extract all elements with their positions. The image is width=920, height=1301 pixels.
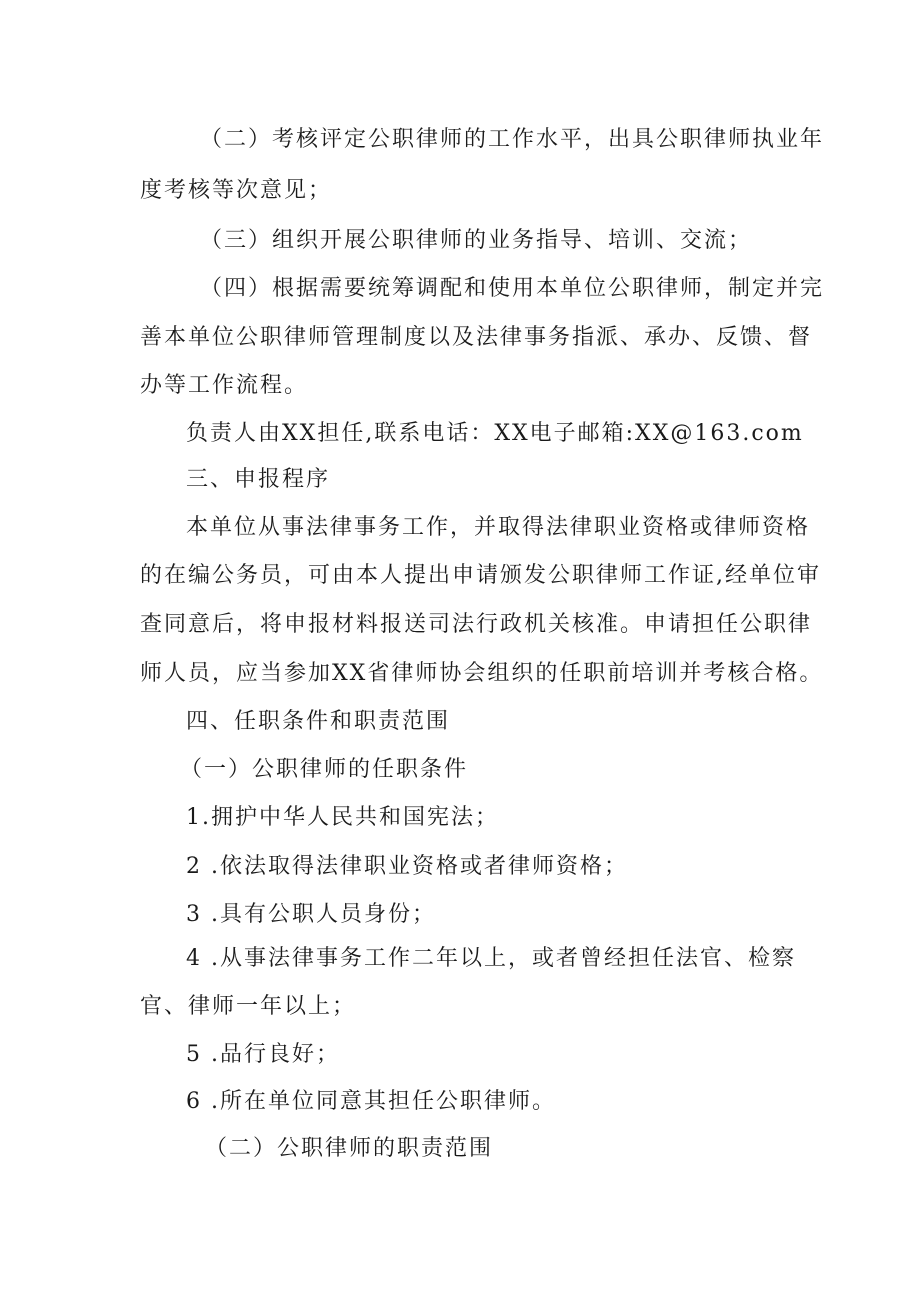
paragraph-line: （二）考核评定公职律师的工作水平，出具公职律师执业年 — [200, 127, 825, 152]
paragraph-line: （四）根据需要统筹调配和使用本单位公职律师，制定并完 — [200, 276, 825, 301]
section-heading: 四、任职条件和职责范围 — [186, 709, 451, 734]
paragraph-line: 办等工作流程。 — [140, 373, 309, 398]
list-item: 6 .所在单位同意其担任公职律师。 — [186, 1089, 556, 1114]
list-item: 4 .从事法律事务工作二年以上，或者曾经担任法官、检察 — [186, 946, 796, 971]
list-item: 3 .具有公职人员身份； — [186, 902, 436, 927]
paragraph-line: 本单位从事法律事务工作，并取得法律职业资格或律师资格 — [186, 515, 811, 540]
subsection-heading: （一）公职律师的任职条件 — [180, 757, 469, 782]
paragraph-line: 善本单位公职律师管理制度以及法律事务指派、承办、反馈、督 — [140, 325, 813, 350]
section-heading: 三、申报程序 — [186, 467, 331, 492]
paragraph-line: 负责人由XX担任,联系电话：XX电子邮箱:XX@163.com — [186, 421, 804, 446]
list-item-continuation: 官、律师一年以上； — [140, 994, 357, 1019]
list-item: 1.拥护中华人民共和国宪法； — [186, 805, 499, 830]
paragraph-line: 师人员，应当参加XX省律师协会组织的任职前培训并考核合格。 — [140, 661, 824, 686]
paragraph-line: 查同意后，将申报材料报送司法行政机关核准。申请担任公职律 — [140, 612, 813, 637]
paragraph-line: 度考核等次意见； — [140, 178, 333, 203]
paragraph-line: （三）组织开展公职律师的业务指导、培训、交流； — [200, 228, 753, 253]
paragraph-line: 的在编公务员，可由本人提出申请颁发公职律师工作证,经单位审 — [140, 563, 821, 588]
list-item: 2 .依法取得法律职业资格或者律师资格； — [186, 854, 628, 879]
subsection-heading: （二）公职律师的职责范围 — [205, 1136, 494, 1161]
list-item: 5 .品行良好； — [186, 1042, 340, 1067]
